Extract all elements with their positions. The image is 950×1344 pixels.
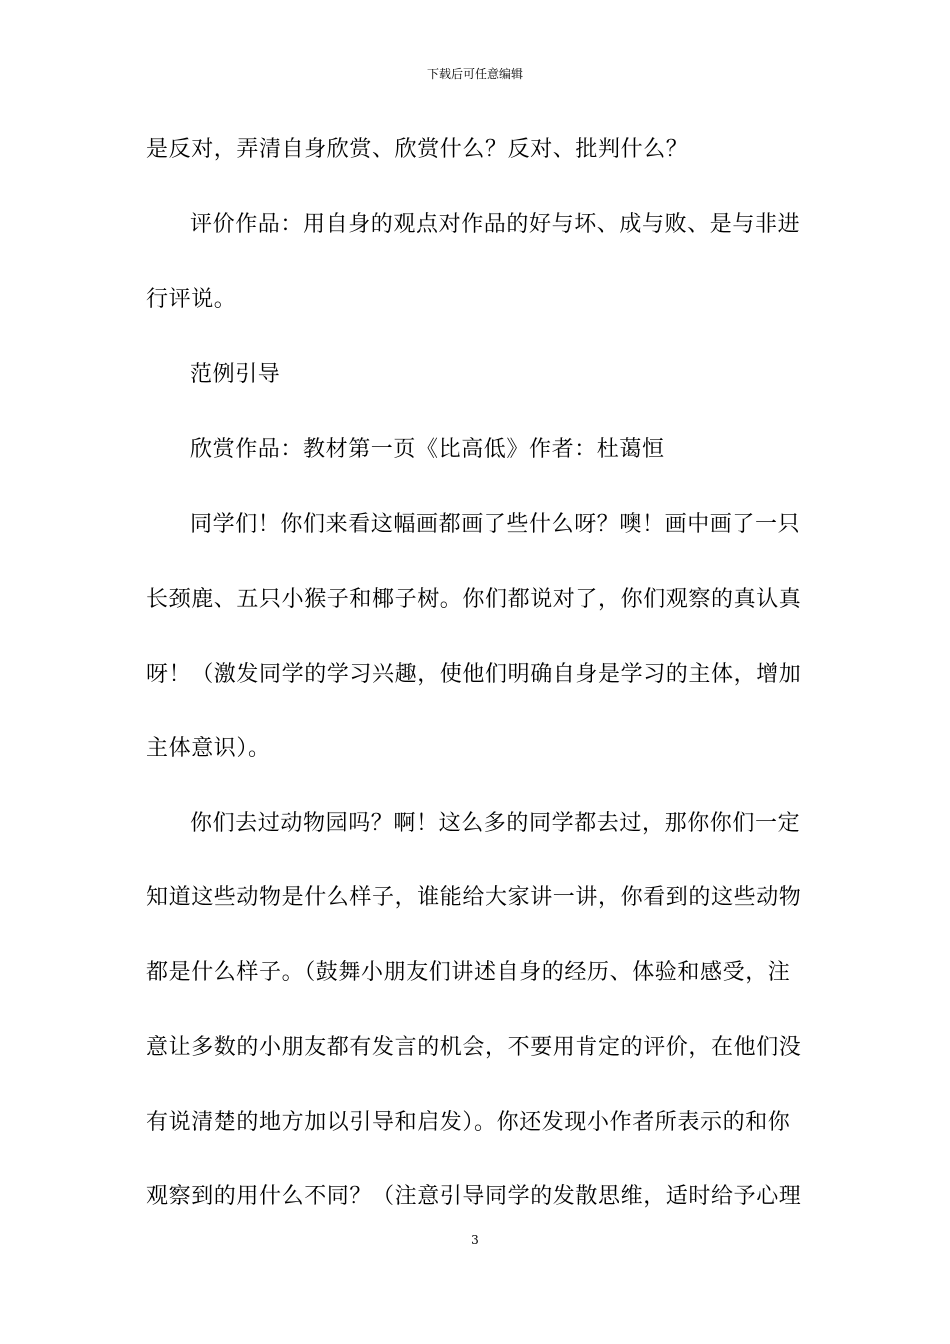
section-heading: 范例引导 xyxy=(190,362,281,387)
page-header: 下载后可任意编辑 xyxy=(426,67,523,81)
text-line: 有说清楚的地方加以引导和启发）。你还发现小作者所表示的和你 xyxy=(146,1110,791,1135)
text-line: 呀！（激发同学的学习兴趣，使他们明确自身是学习的主体，增加 xyxy=(146,662,802,687)
text-line: 都是什么样子。（鼓舞小朋友们讲述自身的经历、体验和感受，注 xyxy=(146,960,791,985)
text-line: 你们去过动物园吗？啊！这么多的同学都去过，那你你们一定 xyxy=(190,811,801,836)
text-line: 知道这些动物是什么样子，谁能给大家讲一讲，你看到的这些动物 xyxy=(146,885,802,910)
text-line: 欣赏作品：教材第一页《比高低》作者：杜蔼恒 xyxy=(190,437,665,462)
text-line: 同学们！你们来看这幅画都画了些什么呀？噢！画中画了一只 xyxy=(190,512,801,537)
text-line: 主体意识）。 xyxy=(146,736,271,761)
text-line: 评价作品：用自身的观点对作品的好与坏、成与败、是与非进 xyxy=(190,212,801,237)
page-number: 3 xyxy=(471,1233,479,1247)
text-line: 是反对，弄清自身欣赏、欣赏什么？反对、批判什么？ xyxy=(146,137,689,162)
text-line: 观察到的用什么不同？（注意引导同学的发散思维，适时给予心理 xyxy=(146,1184,802,1209)
text-line: 意让多数的小朋友都有发言的机会，不要用肯定的评价，在他们没 xyxy=(146,1035,802,1060)
text-line: 行评说。 xyxy=(146,287,237,312)
text-line: 长颈鹿、五只小猴子和椰子树。你们都说对了，你们观察的真认真 xyxy=(146,587,802,612)
